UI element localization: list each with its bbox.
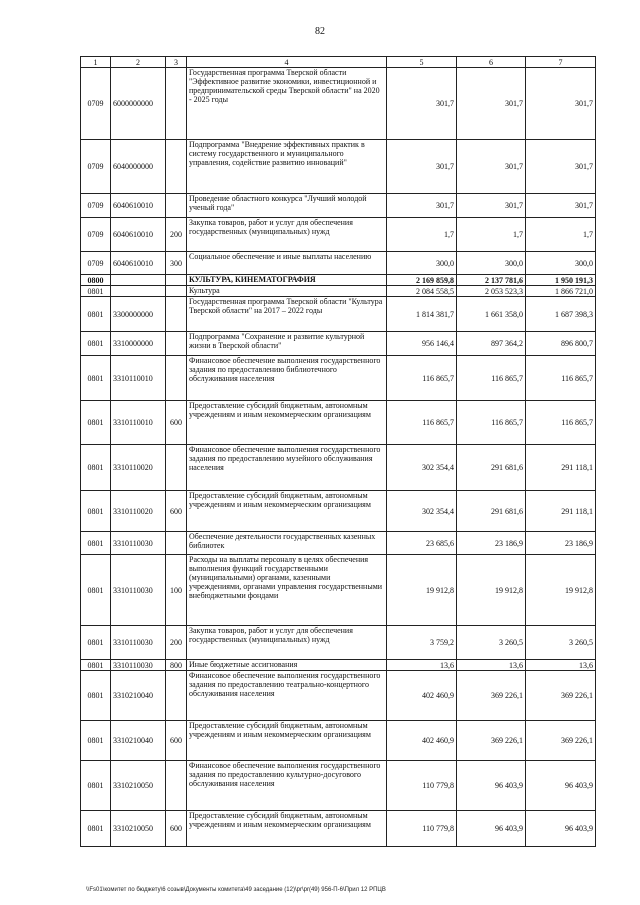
target-article-cell: 6040610010 (111, 194, 166, 218)
file-path-footer: \\Fs01\комитет по бюджету\6 созыв\Документы комитета\49 заседание (12)\pr\pr(49) 956-П-6\Прил 12 РПЦВ (86, 887, 386, 893)
expense-type-cell (166, 671, 187, 721)
expense-type-cell: 600 (166, 721, 187, 761)
table-row (81, 811, 596, 847)
amount-col5-cell: 300,0 (387, 252, 457, 275)
amount-col5-cell: 23 685,6 (387, 532, 457, 555)
section-code-cell: 0801 (81, 356, 111, 401)
target-article-cell: 6040000000 (111, 140, 166, 194)
item-name-cell: Финансовое обеспечение выполнения государственного задания по предоставлению театрально-концертного обслуживания населения (187, 671, 387, 721)
table-row (81, 194, 596, 218)
table-row (81, 532, 596, 555)
amount-col5-cell: 19 912,8 (387, 555, 457, 626)
target-article-cell: 6040610010 (111, 218, 166, 252)
amount-col7-cell: 96 403,9 (526, 811, 596, 847)
item-name-cell: Закупка товаров, работ и услуг для обеспечения государственных (муниципальных) нужд (187, 626, 387, 660)
amount-col5-cell: 13,6 (387, 660, 457, 671)
amount-col7-cell: 116 865,7 (526, 356, 596, 401)
section-code-cell: 0801 (81, 721, 111, 761)
amount-col7-cell: 301,7 (526, 140, 596, 194)
target-article-cell: 3310110010 (111, 356, 166, 401)
amount-col5-cell: 402 460,9 (387, 671, 457, 721)
target-article-cell: 3300000000 (111, 297, 166, 332)
table-row (81, 761, 596, 811)
amount-col7-cell: 291 118,1 (526, 445, 596, 491)
expense-type-cell: 200 (166, 626, 187, 660)
table-header-row (81, 57, 596, 68)
expense-type-cell (166, 194, 187, 218)
table-row (81, 356, 596, 401)
amount-col5-cell: 2 169 859,8 (387, 275, 457, 286)
section-code-cell: 0709 (81, 252, 111, 275)
expense-type-cell (166, 140, 187, 194)
table-row (81, 660, 596, 671)
amount-col7-cell: 301,7 (526, 194, 596, 218)
target-article-cell: 3310110030 (111, 626, 166, 660)
amount-col5-cell: 2 084 558,5 (387, 286, 457, 297)
section-code-cell: 0801 (81, 671, 111, 721)
target-article-cell: 3310210050 (111, 761, 166, 811)
section-code-cell: 0709 (81, 68, 111, 140)
target-article-cell: 3310210040 (111, 721, 166, 761)
expense-type-cell (166, 286, 187, 297)
item-name-cell: Проведение областного конкурса "Лучший молодой ученый года" (187, 194, 387, 218)
amount-col6-cell: 23 186,9 (457, 532, 526, 555)
table-row (81, 275, 596, 286)
target-article-cell: 3310110020 (111, 491, 166, 532)
section-code-cell: 0801 (81, 626, 111, 660)
expense-type-cell: 200 (166, 218, 187, 252)
amount-col6-cell: 116 865,7 (457, 356, 526, 401)
amount-col6-cell: 300,0 (457, 252, 526, 275)
item-name-cell: Финансовое обеспечение выполнения государственного задания по предоставлению культурно-досугового обслуживания населения (187, 761, 387, 811)
table-row (81, 626, 596, 660)
amount-col7-cell: 116 865,7 (526, 401, 596, 445)
amount-col6-cell: 2 137 781,6 (457, 275, 526, 286)
section-code-cell: 0801 (81, 555, 111, 626)
expense-type-cell (166, 297, 187, 332)
section-code-cell: 0801 (81, 761, 111, 811)
amount-col6-cell: 291 681,6 (457, 445, 526, 491)
amount-col5-cell: 1,7 (387, 218, 457, 252)
item-name-cell: Предоставление субсидий бюджетным, автономным учреждениям и иным некоммерческим организациям (187, 811, 387, 847)
amount-col6-cell: 369 226,1 (457, 721, 526, 761)
item-name-cell: Закупка товаров, работ и услуг для обеспечения государственных (муниципальных) нужд (187, 218, 387, 252)
expense-type-cell (166, 445, 187, 491)
section-code-cell: 0801 (81, 297, 111, 332)
amount-col5-cell: 402 460,9 (387, 721, 457, 761)
target-article-cell: 3310110030 (111, 555, 166, 626)
item-name-cell: Подпрограмма "Внедрение эффективных практик в систему государственного и муниципального управления, содействие развитию инноваций" (187, 140, 387, 194)
table-row (81, 218, 596, 252)
amount-col6-cell: 369 226,1 (457, 671, 526, 721)
table-row (81, 401, 596, 445)
table-row (81, 491, 596, 532)
target-article-cell: 3310110030 (111, 660, 166, 671)
target-article-cell: 6000000000 (111, 68, 166, 140)
amount-col5-cell: 1 814 381,7 (387, 297, 457, 332)
amount-col7-cell: 96 403,9 (526, 761, 596, 811)
amount-col6-cell: 116 865,7 (457, 401, 526, 445)
item-name-cell: Иные бюджетные ассигнования (187, 660, 387, 671)
target-article-cell: 3310000000 (111, 332, 166, 356)
header-cell-2: 2 (111, 57, 166, 68)
item-name-cell: Социальное обеспечение и иные выплаты населению (187, 252, 387, 275)
amount-col6-cell: 1,7 (457, 218, 526, 252)
table-row (81, 671, 596, 721)
section-code-cell: 0801 (81, 332, 111, 356)
item-name-cell: Предоставление субсидий бюджетным, автономным учреждениям и иным некоммерческим организациям (187, 721, 387, 761)
table-row (81, 721, 596, 761)
amount-col7-cell: 301,7 (526, 68, 596, 140)
item-name-cell: Государственная программа Тверской области "Культура Тверской области" на 2017 – 2022 годы (187, 297, 387, 332)
target-article-cell: 3310210050 (111, 811, 166, 847)
amount-col6-cell: 301,7 (457, 68, 526, 140)
amount-col5-cell: 302 354,4 (387, 491, 457, 532)
item-name-cell: Предоставление субсидий бюджетным, автономным учреждениям и иным некоммерческим организациям (187, 491, 387, 532)
amount-col7-cell: 300,0 (526, 252, 596, 275)
amount-col5-cell: 956 146,4 (387, 332, 457, 356)
header-cell-4: 4 (187, 57, 387, 68)
amount-col6-cell: 2 053 523,3 (457, 286, 526, 297)
amount-col7-cell: 896 800,7 (526, 332, 596, 356)
header-cell-7: 7 (526, 57, 596, 68)
expense-type-cell: 800 (166, 660, 187, 671)
section-code-cell: 0801 (81, 811, 111, 847)
expense-type-cell (166, 332, 187, 356)
item-name-cell: Подпрограмма "Сохранение и развитие культурной жизни в Тверской области" (187, 332, 387, 356)
budget-table (80, 56, 596, 847)
section-code-cell: 0801 (81, 532, 111, 555)
table-row (81, 555, 596, 626)
expense-type-cell: 300 (166, 252, 187, 275)
header-cell-3: 3 (166, 57, 187, 68)
amount-col7-cell: 1 866 721,0 (526, 286, 596, 297)
amount-col6-cell: 19 912,8 (457, 555, 526, 626)
header-cell-5: 5 (387, 57, 457, 68)
amount-col6-cell: 301,7 (457, 194, 526, 218)
expense-type-cell (166, 761, 187, 811)
item-name-cell: Обеспечение деятельности государственных казенных библиотек (187, 532, 387, 555)
amount-col7-cell: 369 226,1 (526, 721, 596, 761)
amount-col7-cell: 3 260,5 (526, 626, 596, 660)
expense-type-cell (166, 68, 187, 140)
header-cell-6: 6 (457, 57, 526, 68)
expense-type-cell: 100 (166, 555, 187, 626)
item-name-cell: КУЛЬТУРА, КИНЕМАТОГРАФИЯ (187, 275, 387, 286)
table-row (81, 297, 596, 332)
table-row (81, 445, 596, 491)
section-code-cell: 0709 (81, 194, 111, 218)
section-code-cell: 0801 (81, 401, 111, 445)
target-article-cell: 6040610010 (111, 252, 166, 275)
amount-col5-cell: 301,7 (387, 194, 457, 218)
amount-col7-cell: 1 950 191,3 (526, 275, 596, 286)
amount-col7-cell: 1,7 (526, 218, 596, 252)
amount-col5-cell: 301,7 (387, 140, 457, 194)
page-number: 82 (315, 26, 325, 37)
amount-col7-cell: 23 186,9 (526, 532, 596, 555)
item-name-cell: Финансовое обеспечение выполнения государственного задания по предоставлению музейного обслуживания населения (187, 445, 387, 491)
amount-col6-cell: 897 364,2 (457, 332, 526, 356)
target-article-cell: 3310110010 (111, 401, 166, 445)
table-row (81, 286, 596, 297)
amount-col7-cell: 13,6 (526, 660, 596, 671)
amount-col6-cell: 1 661 358,0 (457, 297, 526, 332)
expense-type-cell: 600 (166, 401, 187, 445)
amount-col7-cell: 369 226,1 (526, 671, 596, 721)
section-code-cell: 0801 (81, 445, 111, 491)
expense-type-cell (166, 275, 187, 286)
expense-type-cell (166, 532, 187, 555)
table-row (81, 68, 596, 140)
expense-type-cell (166, 356, 187, 401)
amount-col6-cell: 3 260,5 (457, 626, 526, 660)
table-row (81, 140, 596, 194)
target-article-cell: 3310110030 (111, 532, 166, 555)
amount-col6-cell: 96 403,9 (457, 811, 526, 847)
target-article-cell: 3310110020 (111, 445, 166, 491)
item-name-cell: Предоставление субсидий бюджетным, автономным учреждениям и иным некоммерческим организациям (187, 401, 387, 445)
amount-col6-cell: 301,7 (457, 140, 526, 194)
table-row (81, 332, 596, 356)
amount-col6-cell: 13,6 (457, 660, 526, 671)
expense-type-cell: 600 (166, 491, 187, 532)
amount-col5-cell: 301,7 (387, 68, 457, 140)
item-name-cell: Расходы на выплаты персоналу в целях обеспечения выполнения функций государственными (муниципальными) органами, казенными учреждениями, органами управления государственными внебюджетными фондами (187, 555, 387, 626)
amount-col7-cell: 291 118,1 (526, 491, 596, 532)
table-row (81, 252, 596, 275)
expense-type-cell: 600 (166, 811, 187, 847)
item-name-cell: Финансовое обеспечение выполнения государственного задания по предоставлению библиотечного обслуживания населения (187, 356, 387, 401)
amount-col7-cell: 1 687 398,3 (526, 297, 596, 332)
amount-col5-cell: 110 779,8 (387, 811, 457, 847)
amount-col5-cell: 116 865,7 (387, 401, 457, 445)
amount-col5-cell: 116 865,7 (387, 356, 457, 401)
item-name-cell: Культура (187, 286, 387, 297)
section-code-cell: 0801 (81, 286, 111, 297)
section-code-cell: 0801 (81, 491, 111, 532)
target-article-cell (111, 275, 166, 286)
section-code-cell: 0801 (81, 660, 111, 671)
target-article-cell (111, 286, 166, 297)
amount-col5-cell: 110 779,8 (387, 761, 457, 811)
amount-col5-cell: 3 759,2 (387, 626, 457, 660)
header-cell-1: 1 (81, 57, 111, 68)
amount-col6-cell: 96 403,9 (457, 761, 526, 811)
amount-col7-cell: 19 912,8 (526, 555, 596, 626)
section-code-cell: 0709 (81, 218, 111, 252)
target-article-cell: 3310210040 (111, 671, 166, 721)
amount-col6-cell: 291 681,6 (457, 491, 526, 532)
section-code-cell: 0800 (81, 275, 111, 286)
amount-col5-cell: 302 354,4 (387, 445, 457, 491)
section-code-cell: 0709 (81, 140, 111, 194)
item-name-cell: Государственная программа Тверской области "Эффективное развитие экономики, инвестиционной и предпринимательской среды Тверской области" на 2020 - 2025 годы (187, 68, 387, 140)
